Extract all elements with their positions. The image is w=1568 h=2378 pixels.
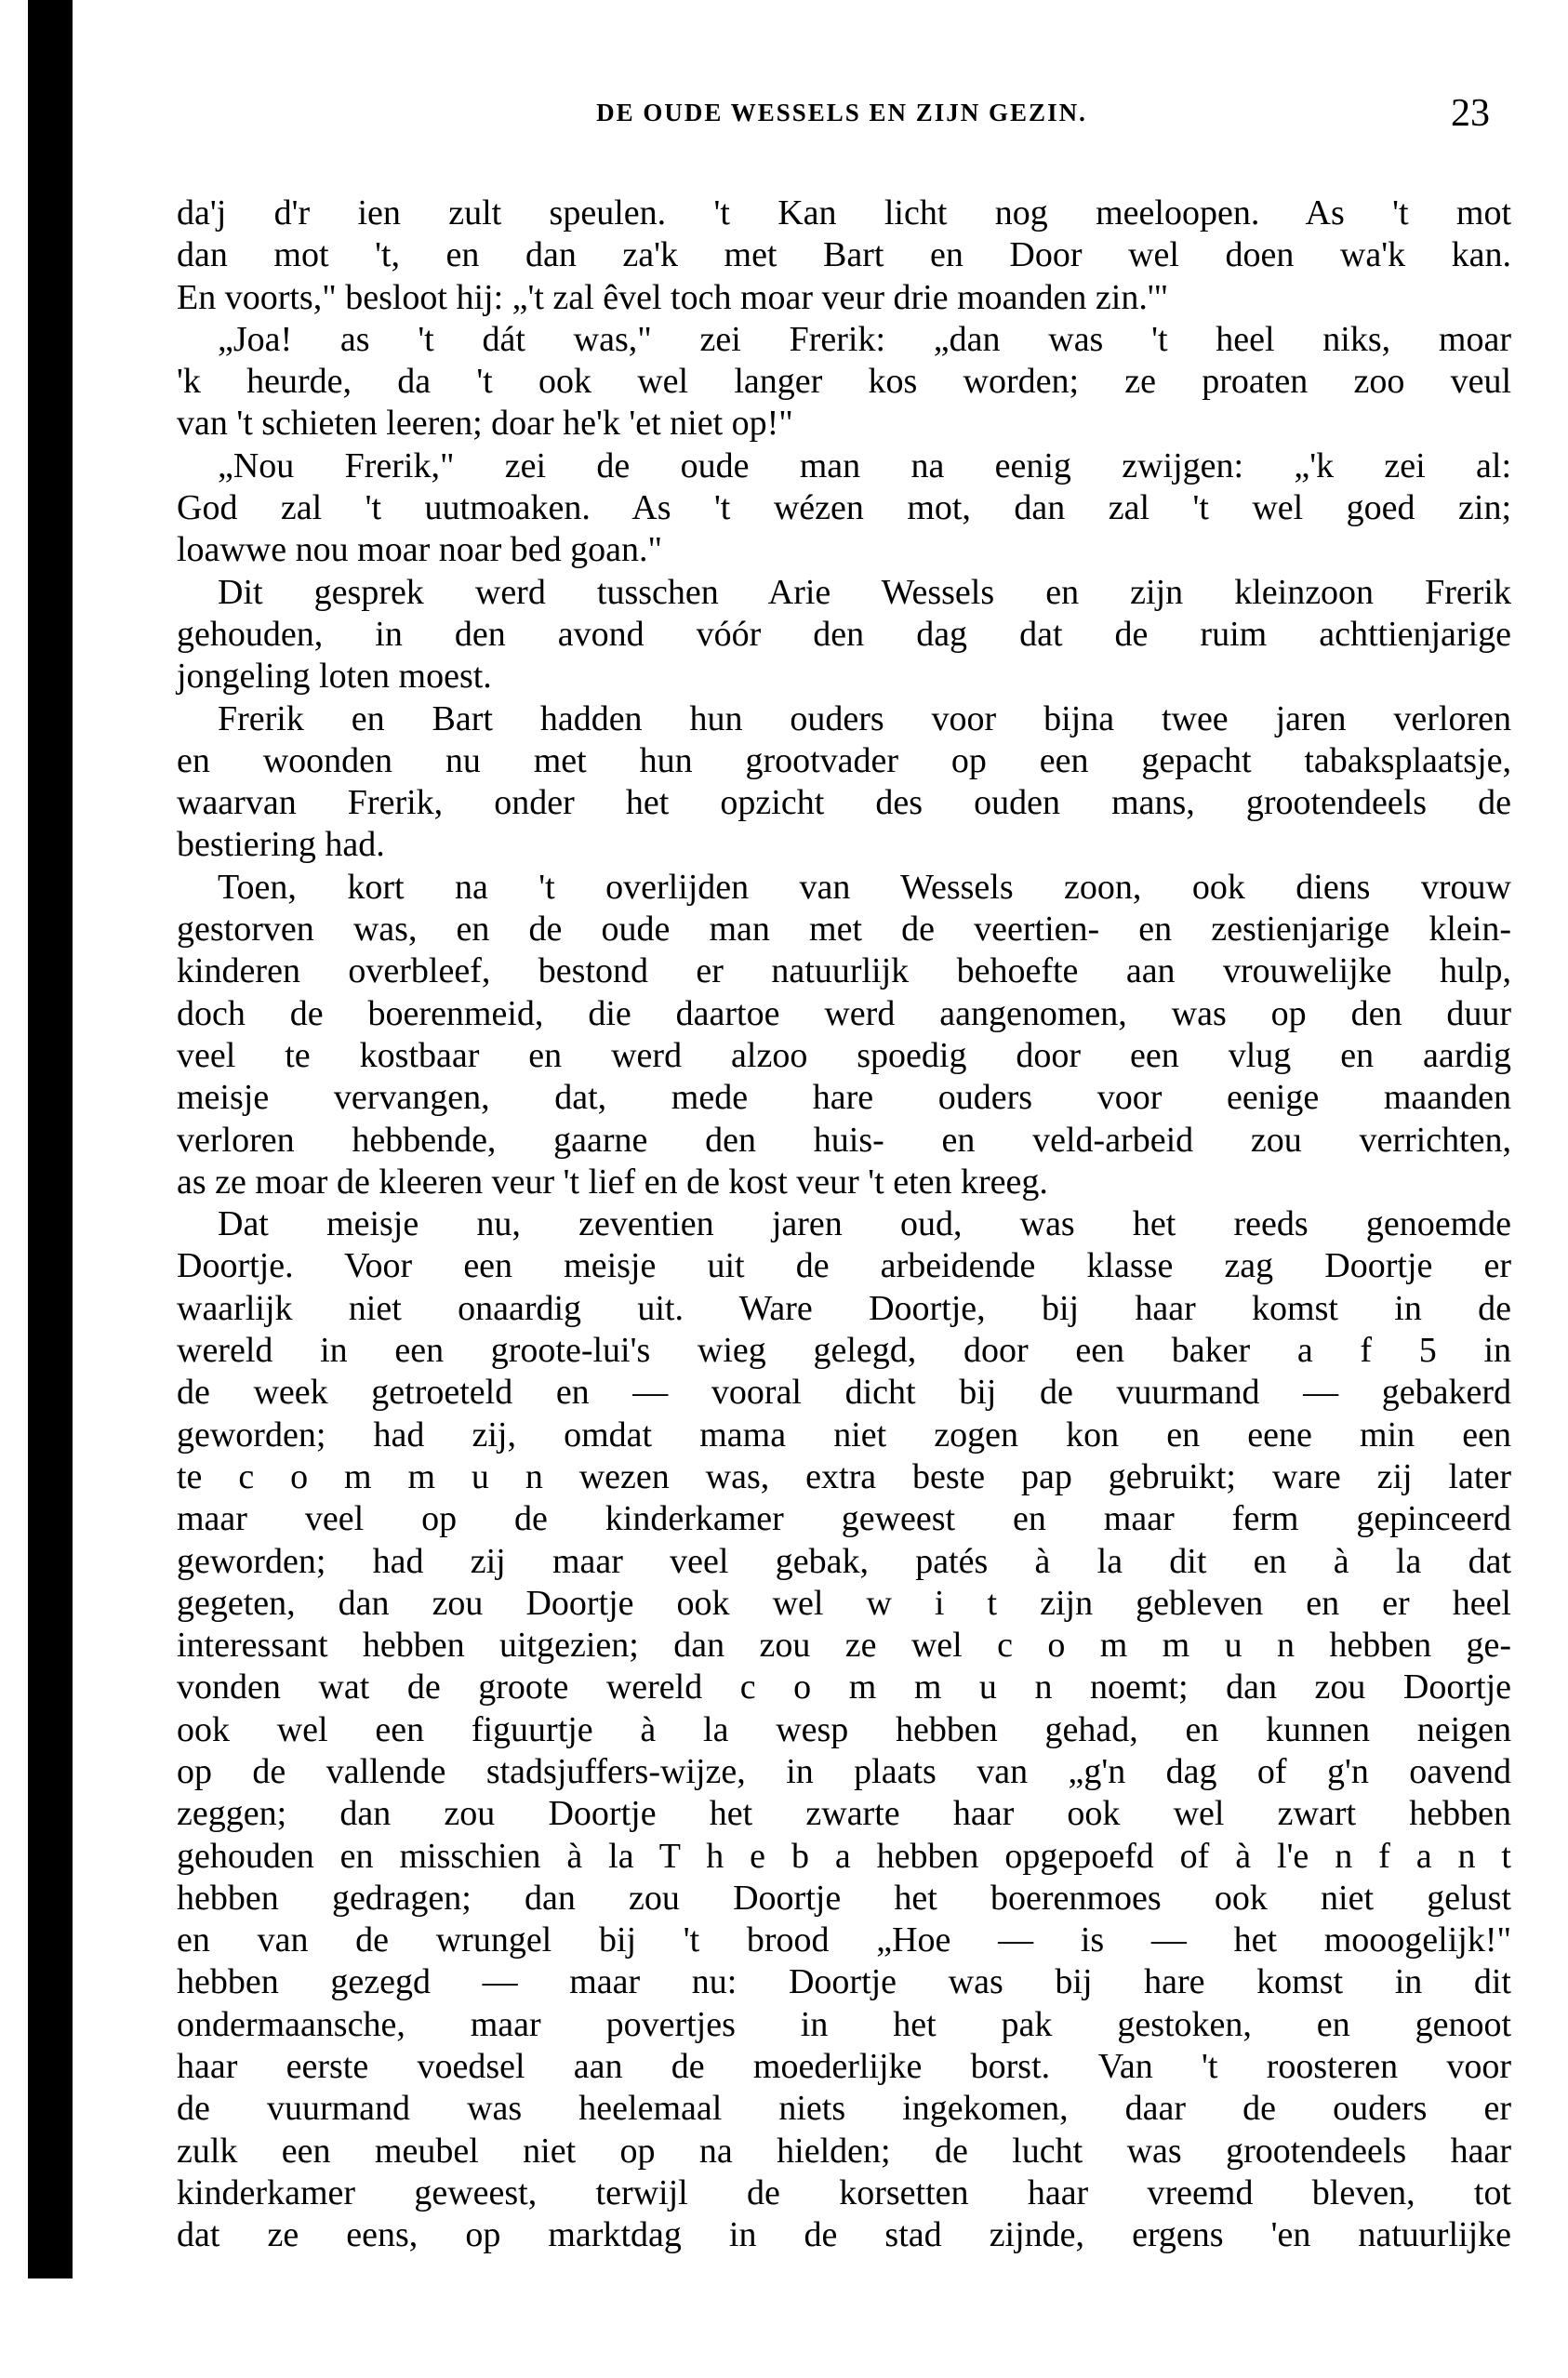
text-line: gestorven was, en de oude man met de veertien- en zestienjarige klein- (177, 910, 1511, 950)
text-line: ondermaansche, maar povertjes in het pak gestoken, en genoot (177, 2004, 1511, 2044)
text-line: „Nou Frerik," zei de oude man na eenig zwijgen: „'k zei al: (218, 445, 1511, 485)
text-line: op de vallende stadsjuffers-wijze, in plaats van „g'n dag of g'n oavend (177, 1751, 1511, 1791)
text-line: loawwe nou moar noar bed goan." (177, 530, 663, 570)
text-line: van 't schieten leeren; doar he'k 'et niet op!" (177, 404, 793, 444)
text-line: zeggen; dan zou Doortje het zwarte haar ook wel zwart hebben (177, 1794, 1511, 1834)
text-line: 'k heurde, da 't ook wel langer kos worden; ze proaten zoo veul (177, 362, 1511, 402)
text-line: zulk een meubel niet op na hielden; de lucht was grootendeels haar (177, 2131, 1511, 2171)
text-line: God zal 't uutmoaken. As 't wézen mot, dan zal 't wel goed zin; (177, 488, 1511, 528)
text-line: veel te kostbaar en werd alzoo spoedig door een vlug en aardig (177, 1035, 1511, 1075)
text-line: geworden; had zij, omdat mama niet zogen kon en eene min een (177, 1415, 1511, 1455)
text-line: waarvan Frerik, onder het opzicht des ouden mans, grootendeels de (177, 783, 1511, 823)
text-line: En voorts," besloot hij: „'t zal êvel toch moar veur drie moanden zin.'" (177, 277, 1169, 317)
text-line: vonden wat de groote wereld c o m m u n noemt; dan zou Doortje (177, 1667, 1511, 1707)
text-line: en woonden nu met hun grootvader op een gepacht tabaksplaatsje, (177, 740, 1511, 780)
running-title: DE OUDE WESSELS EN ZIJN GEZIN. (596, 99, 1087, 126)
text-line: meisje vervangen, dat, mede hare ouders voor eenige maanden (177, 1078, 1511, 1118)
text-line: maar veel op de kinderkamer geweest en maar ferm gepinceerd (177, 1499, 1511, 1539)
text-line: doch de boerenmeid, die daartoe werd aangenomen, was op den duur (177, 993, 1511, 1033)
text-line: gehouden en misschien à la T h e b a hebben opgepoefd of à l'e n f a n t (177, 1836, 1511, 1876)
text-line: dat ze eens, op marktdag in de stad zijnde, ergens 'en natuurlijke (177, 2215, 1511, 2255)
text-line: „Joa! as 't dát was," zei Frerik: „dan was 't heel niks, moar (218, 319, 1511, 359)
text-line: de vuurmand was heelemaal niets ingekomen, daar de ouders er (177, 2089, 1511, 2129)
text-line: interessant hebben uitgezien; dan zou ze wel c o m m u n hebben ge- (177, 1626, 1511, 1666)
text-line: Toen, kort na 't overlijden van Wessels zoon, ook diens vrouw (218, 867, 1511, 907)
text-line: gegeten, dan zou Doortje ook wel w i t zijn gebleven en er heel (177, 1583, 1511, 1623)
text-line: Dit gesprek werd tusschen Arie Wessels en zijn kleinzoon Frerik (218, 572, 1511, 612)
text-line: da'j d'r ien zult speulen. 't Kan licht nog meeloopen. As 't mot (177, 193, 1511, 232)
text-line: hebben gedragen; dan zou Doortje het boerenmoes ook niet gelust (177, 1878, 1511, 1918)
text-line: jongeling loten moest. (177, 657, 492, 697)
text-line: bestiering had. (177, 825, 385, 865)
text-line: kinderen overbleef, bestond er natuurlijk behoefte aan vrouwelijke hulp, (177, 951, 1511, 991)
text-line: hebben gezegd — maar nu: Doortje was bij hare komst in dit (177, 1962, 1511, 2002)
text-line: haar eerste voedsel aan de moederlijke borst. Van 't roosteren voor (177, 2047, 1511, 2087)
page-binding-edge (28, 0, 73, 2278)
text-line: kinderkamer geweest, terwijl de korsetten haar vreemd bleven, tot (177, 2172, 1511, 2212)
text-line: te c o m m u n wezen was, extra beste pap gebruikt; ware zij later (177, 1456, 1511, 1496)
text-line: waarlijk niet onaardig uit. Ware Doortje, bij haar komst in de (177, 1288, 1511, 1328)
text-line: dan mot 't, en dan za'k met Bart en Door wel doen wa'k kan. (177, 235, 1511, 275)
text-line: Frerik en Bart hadden hun ouders voor bijna twee jaren verloren (218, 698, 1511, 738)
text-line: as ze moar de kleeren veur 't lief en de kost veur 't eten kreeg. (177, 1162, 1048, 1202)
text-line: de week getroeteld en — vooral dicht bij de vuurmand — gebakerd (177, 1373, 1511, 1413)
text-line: wereld in een groote-lui's wieg gelegd, door een baker a f 5 in (177, 1331, 1511, 1371)
text-line: geworden; had zij maar veel gebak, patés à la dit en à la dat (177, 1541, 1511, 1581)
text-line: Doortje. Voor een meisje uit de arbeidende klasse zag Doortje er (177, 1246, 1511, 1286)
page-header (0, 92, 1568, 141)
text-line: verloren hebbende, gaarne den huis- en veld-arbeid zou verrichten, (177, 1120, 1511, 1160)
text-line: ook wel een figuurtje à la wesp hebben gehad, en kunnen neigen (177, 1709, 1511, 1749)
body-text (177, 193, 1511, 2257)
text-line: Dat meisje nu, zeventien jaren oud, was het reeds genoemde (218, 1204, 1511, 1244)
text-line: en van de wrungel bij 't brood „Hoe — is — het mooogelijk!" (177, 1920, 1511, 1960)
page-number: 23 (1451, 92, 1490, 135)
text-line: gehouden, in den avond vóór den dag dat de ruim achttienjarige (177, 614, 1511, 654)
